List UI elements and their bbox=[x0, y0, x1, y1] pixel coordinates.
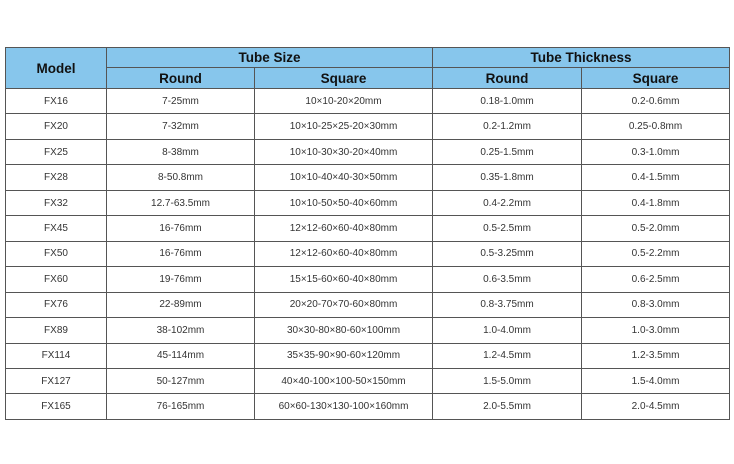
cell-size-round: 7-25mm bbox=[107, 89, 255, 114]
cell-model: FX28 bbox=[6, 165, 107, 190]
table-row bbox=[6, 318, 730, 343]
cell-size-square: 15×15-60×60-40×80mm bbox=[255, 267, 433, 292]
cell-thickness-square: 2.0-4.5mm bbox=[582, 394, 730, 420]
header-size-round: Round bbox=[107, 68, 255, 89]
cell-thickness-square: 0.5-2.0mm bbox=[582, 216, 730, 241]
header-model: Model bbox=[6, 48, 107, 89]
cell-size-square: 10×10-20×20mm bbox=[255, 89, 433, 114]
cell-thickness-round: 0.35-1.8mm bbox=[433, 165, 582, 190]
cell-size-square: 40×40-100×100-50×150mm bbox=[255, 368, 433, 393]
cell-model: FX16 bbox=[6, 89, 107, 114]
cell-size-round: 22-89mm bbox=[107, 292, 255, 317]
cell-size-round: 16-76mm bbox=[107, 216, 255, 241]
cell-model: FX25 bbox=[6, 139, 107, 164]
cell-size-square: 60×60-130×130-100×160mm bbox=[255, 394, 433, 420]
cell-model: FX89 bbox=[6, 318, 107, 343]
cell-thickness-round: 0.25-1.5mm bbox=[433, 139, 582, 164]
cell-thickness-round: 0.5-3.25mm bbox=[433, 241, 582, 266]
cell-thickness-square: 0.8-3.0mm bbox=[582, 292, 730, 317]
cell-size-square: 20×20-70×70-60×80mm bbox=[255, 292, 433, 317]
cell-thickness-square: 0.2-0.6mm bbox=[582, 89, 730, 114]
table-row bbox=[6, 394, 730, 420]
cell-size-square: 12×12-60×60-40×80mm bbox=[255, 241, 433, 266]
cell-thickness-round: 0.8-3.75mm bbox=[433, 292, 582, 317]
table-row bbox=[6, 343, 730, 368]
cell-size-square: 10×10-25×25-20×30mm bbox=[255, 114, 433, 139]
header-size-square: Square bbox=[255, 68, 433, 89]
cell-size-square: 10×10-40×40-30×50mm bbox=[255, 165, 433, 190]
cell-size-round: 7-32mm bbox=[107, 114, 255, 139]
cell-thickness-square: 1.2-3.5mm bbox=[582, 343, 730, 368]
table-row bbox=[6, 190, 730, 215]
cell-model: FX45 bbox=[6, 216, 107, 241]
cell-thickness-square: 0.4-1.8mm bbox=[582, 190, 730, 215]
header-thickness-square: Square bbox=[582, 68, 730, 89]
cell-thickness-round: 0.2-1.2mm bbox=[433, 114, 582, 139]
cell-size-round: 12.7-63.5mm bbox=[107, 190, 255, 215]
table-row bbox=[6, 89, 730, 114]
cell-model: FX76 bbox=[6, 292, 107, 317]
cell-thickness-round: 0.6-3.5mm bbox=[433, 267, 582, 292]
cell-model: FX50 bbox=[6, 241, 107, 266]
table-row bbox=[6, 267, 730, 292]
cell-thickness-round: 0.18-1.0mm bbox=[433, 89, 582, 114]
cell-size-square: 10×10-50×50-40×60mm bbox=[255, 190, 433, 215]
cell-size-round: 19-76mm bbox=[107, 267, 255, 292]
spec-table bbox=[5, 47, 730, 420]
cell-thickness-round: 1.5-5.0mm bbox=[433, 368, 582, 393]
cell-model: FX114 bbox=[6, 343, 107, 368]
cell-size-square: 35×35-90×90-60×120mm bbox=[255, 343, 433, 368]
header-thickness-round: Round bbox=[433, 68, 582, 89]
cell-thickness-square: 0.6-2.5mm bbox=[582, 267, 730, 292]
cell-thickness-square: 0.5-2.2mm bbox=[582, 241, 730, 266]
table-row bbox=[6, 241, 730, 266]
cell-model: FX20 bbox=[6, 114, 107, 139]
table-row bbox=[6, 216, 730, 241]
table-row bbox=[6, 114, 730, 139]
cell-thickness-square: 1.5-4.0mm bbox=[582, 368, 730, 393]
cell-size-round: 8-50.8mm bbox=[107, 165, 255, 190]
table-row bbox=[6, 368, 730, 393]
table-header bbox=[6, 48, 730, 89]
cell-thickness-square: 0.25-0.8mm bbox=[582, 114, 730, 139]
cell-size-round: 38-102mm bbox=[107, 318, 255, 343]
cell-model: FX165 bbox=[6, 394, 107, 420]
cell-size-square: 30×30-80×80-60×100mm bbox=[255, 318, 433, 343]
cell-thickness-round: 1.2-4.5mm bbox=[433, 343, 582, 368]
cell-thickness-round: 2.0-5.5mm bbox=[433, 394, 582, 420]
cell-thickness-round: 1.0-4.0mm bbox=[433, 318, 582, 343]
header-tube-thickness: Tube Thickness bbox=[433, 48, 730, 68]
cell-thickness-square: 0.4-1.5mm bbox=[582, 165, 730, 190]
cell-size-round: 50-127mm bbox=[107, 368, 255, 393]
cell-size-square: 12×12-60×60-40×80mm bbox=[255, 216, 433, 241]
cell-size-square: 10×10-30×30-20×40mm bbox=[255, 139, 433, 164]
table-row bbox=[6, 139, 730, 164]
cell-size-round: 76-165mm bbox=[107, 394, 255, 420]
cell-model: FX60 bbox=[6, 267, 107, 292]
cell-thickness-square: 0.3-1.0mm bbox=[582, 139, 730, 164]
cell-thickness-square: 1.0-3.0mm bbox=[582, 318, 730, 343]
cell-size-round: 8-38mm bbox=[107, 139, 255, 164]
table-body bbox=[6, 89, 730, 420]
header-tube-size: Tube Size bbox=[107, 48, 433, 68]
cell-thickness-round: 0.4-2.2mm bbox=[433, 190, 582, 215]
table-row bbox=[6, 292, 730, 317]
cell-size-round: 16-76mm bbox=[107, 241, 255, 266]
cell-size-round: 45-114mm bbox=[107, 343, 255, 368]
cell-thickness-round: 0.5-2.5mm bbox=[433, 216, 582, 241]
cell-model: FX127 bbox=[6, 368, 107, 393]
table-row bbox=[6, 165, 730, 190]
cell-model: FX32 bbox=[6, 190, 107, 215]
